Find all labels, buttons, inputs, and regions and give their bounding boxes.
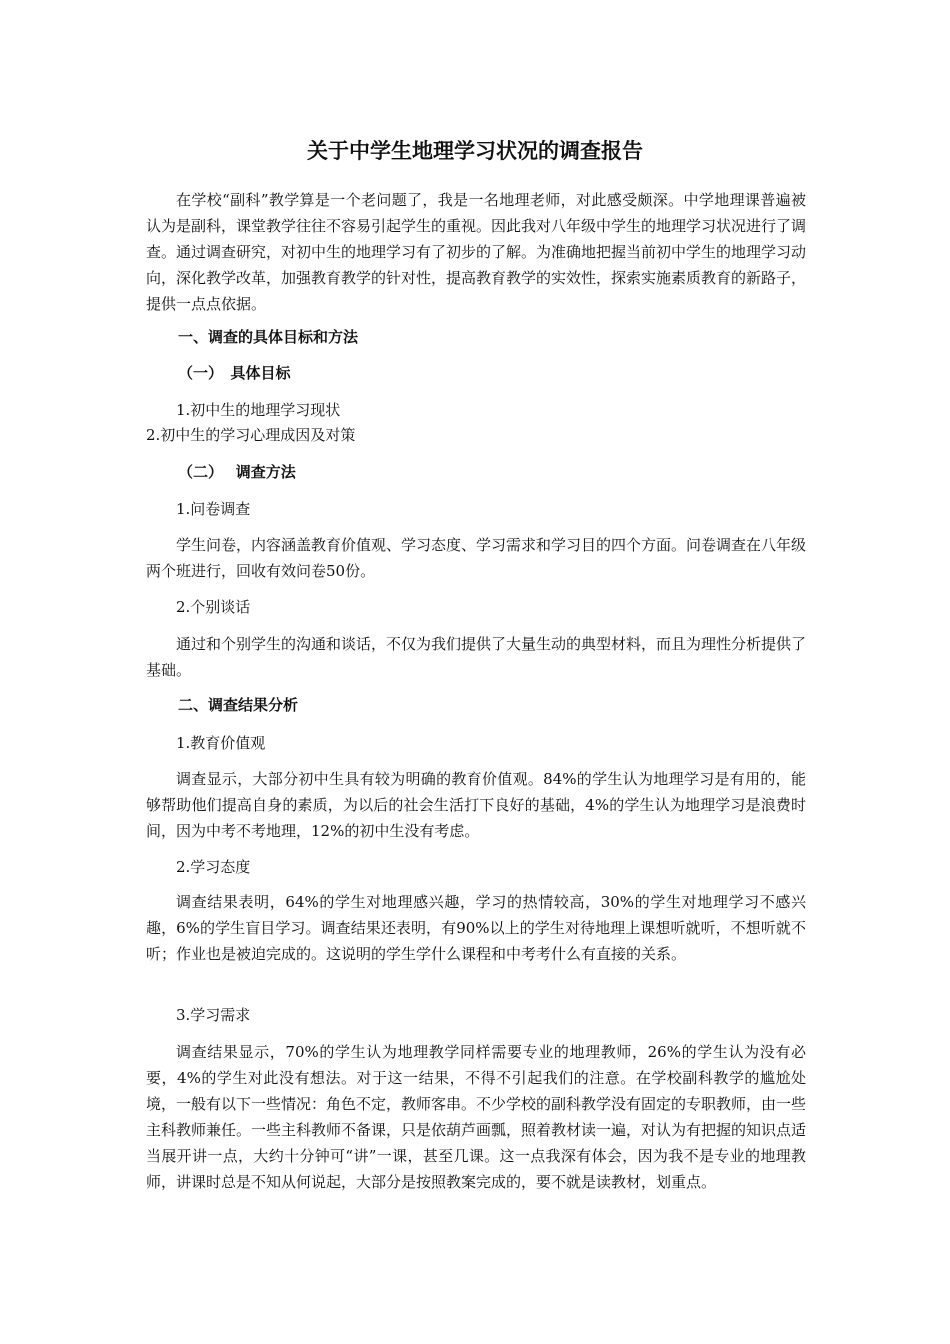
goal-item-1: 1.初中生的地理学习现状 xyxy=(176,401,341,419)
method-2-title: 2.个别谈话 xyxy=(176,598,251,616)
document-title: 关于中学生地理学习状况的调查报告 xyxy=(307,139,643,163)
result-2-text: 调查结果表明，64%的学生对地理感兴趣，学习的热情较高，30%的学生对地理学习不感兴趣，6%的学生盲目学习。调查结果还表明，有90%以上的学生对待地理上课想听就听，不想听就不听；作业也是被迫完成的。这说明的学生学什么课程和中考考什么有直接的关系。 xyxy=(146,893,806,963)
section-2-heading: 二、调查结果分析 xyxy=(178,696,299,714)
method-1-title: 1.问卷调查 xyxy=(176,500,251,518)
result-2-title: 2.学习态度 xyxy=(176,858,251,876)
intro-paragraph: 在学校“副科”教学算是一个老问题了，我是一名地理老师，对此感受颇深。中学地理课普遍被认为是副科，课堂教学往往不容易引起学生的重视。因此我对八年级中学生的地理学习状况进行了调查。通过调查研究，对初中生的地理学习有了初步的了解。为准确地把握当前初中学生的地理学习动向，深化教学改革，加强教育教学的针对性，提高教育教学的实效性，探索实施素质教育的新路子，提供一点点依据。 xyxy=(146,191,807,313)
result-1-text: 调查显示，大部分初中生具有较为明确的教育价值观。84%的学生认为地理学习是有用的，能够帮助他们提高自身的素质，为以后的社会生活打下良好的基础，4%的学生认为地理学习是浪费时间，因为中考不考地理，12%的初中生没有考虑。 xyxy=(146,770,806,840)
goal-item-2: 2.初中生的学习心理成因及对策 xyxy=(146,426,356,444)
subsection-methods-heading: （二） 调查方法 xyxy=(178,463,296,481)
result-3-title: 3.学习需求 xyxy=(176,1006,251,1024)
method-2-text: 通过和个别学生的沟通和谈话，不仅为我们提供了大量生动的典型材料，而且为理性分析提供了基础。 xyxy=(146,635,807,679)
subsection-goals-heading: （一） 具体目标 xyxy=(178,364,291,382)
section-1-heading: 一、调查的具体目标和方法 xyxy=(178,328,359,346)
method-1-text: 学生问卷，内容涵盖教育价值观、学习态度、学习需求和学习目的四个方面。问卷调查在八年级两个班进行，回收有效问卷50份。 xyxy=(146,536,807,580)
result-3-text: 调查结果显示，70%的学生认为地理教学同样需要专业的地理教师，26%的学生认为没有必要，4%的学生对此没有想法。对于这一结果，不得不引起我们的注意。在学校副科教学的尴尬处境，一般有以下一些情况：角色不定，教师客串。不少学校的副科教学没有固定的专职教师，由一些主科教师兼任。一些主科教师不备课，只是依葫芦画瓢，照着教材读一遍，对认为有把握的知识点适当展开讲一点，大约十分钟可“讲”一课，甚至几课。这一点我深有体会，因为我不是专业的地理教师，讲课时总是不知从何说起，大部分是按照教案完成的，要不就是读教材，划重点。 xyxy=(146,1043,807,1191)
result-1-title: 1.教育价值观 xyxy=(176,734,266,752)
